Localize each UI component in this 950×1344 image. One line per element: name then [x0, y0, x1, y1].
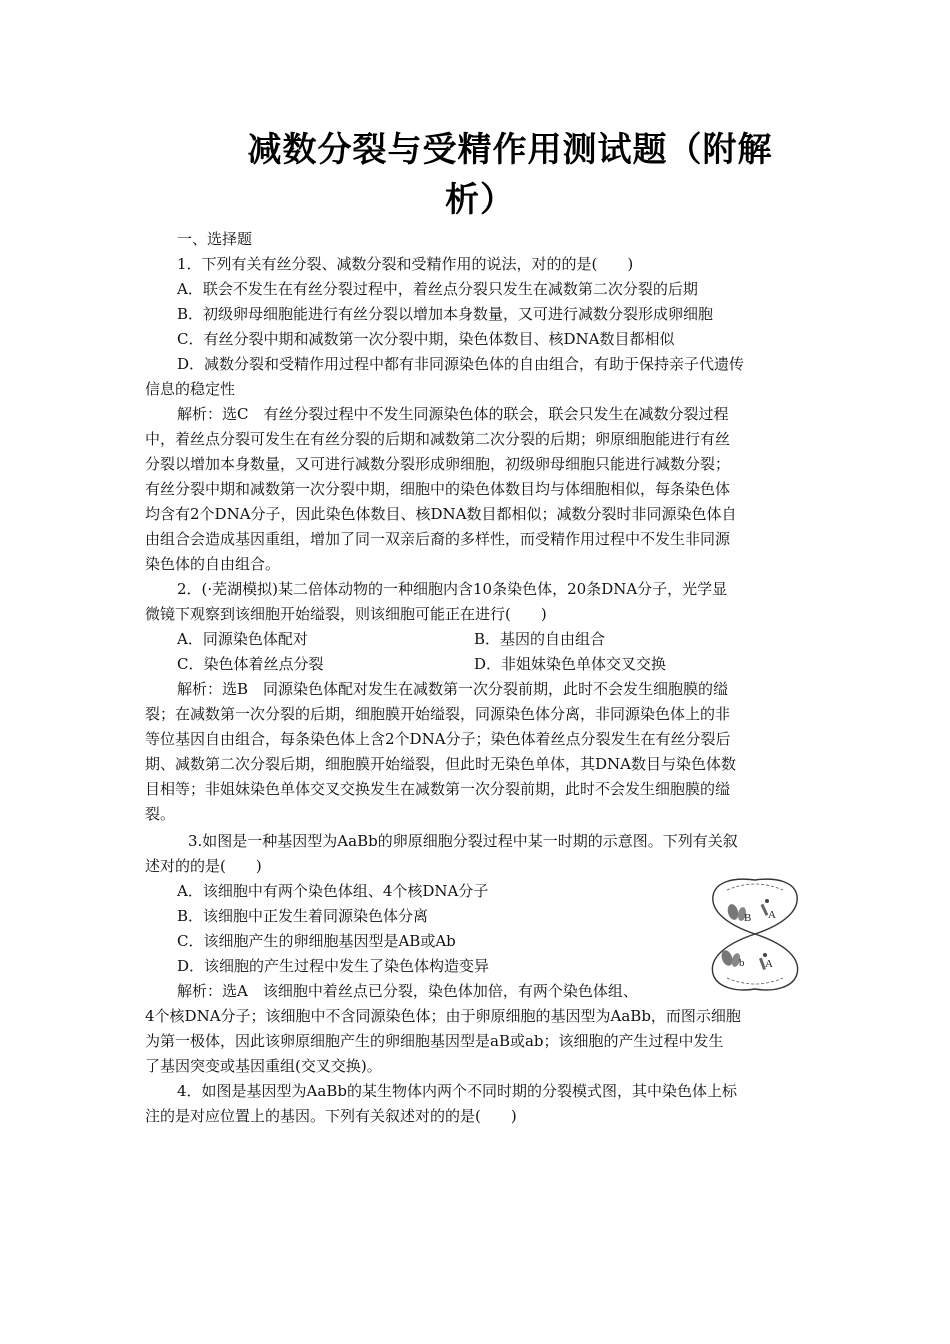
- question-1-option-c: C．有丝分裂中期和减数第一次分裂中期，染色体数目、核DNA数目都相似: [177, 330, 675, 348]
- question-1-option-d-cont: 信息的稳定性: [145, 380, 236, 398]
- question-1-stem: 1．下列有关有丝分裂、减数分裂和受精作用的说法，对的的是( ): [177, 255, 634, 273]
- question-2-analysis: 解析：选B 同源染色体配对发生在减数第一次分裂前期，此时不会发生细胞膜的缢: [177, 680, 729, 698]
- cell-outline: [712, 879, 797, 990]
- question-1-analysis-line: 由组合会造成基因重组，增加了同一双亲后裔的多样性，而受精作用过程中不发生非同源: [145, 530, 731, 548]
- question-4-stem-cont: 注的是对应位置上的基因。下列有关叙述对的的是( ): [145, 1107, 517, 1125]
- question-2-analysis-line: 期、减数第二次分裂后期，细胞膜开始缢裂，但此时无染色单体，其DNA数目与染色体数: [145, 755, 736, 773]
- question-1-option-d: D．减数分裂和受精作用过程中都有非同源染色体的自由组合，有助于保持亲子代遗传: [177, 355, 745, 373]
- spindle-fiber: [727, 884, 783, 890]
- question-2-stem-cont: 微镜下观察到该细胞开始缢裂，则该细胞可能正在进行( ): [145, 605, 547, 623]
- question-3-stem: 3.如图是一种基因型为AaBb的卵原细胞分裂过程中某一时期的示意图。下列有关叙: [188, 832, 738, 850]
- question-1-analysis-line: 有丝分裂中期和减数第一次分裂中期，细胞中的染色体数目均与体细胞相似，每条染色体: [145, 480, 731, 498]
- question-1-option-a: A．联会不发生在有丝分裂过程中，着丝点分裂只发生在减数第二次分裂的后期: [177, 280, 698, 298]
- question-3-analysis-line: 为第一极体，因此该卵原细胞产生的卵细胞基因型是aB或ab；该细胞的产生过程中发生: [145, 1032, 724, 1050]
- question-3-option-d: D．该细胞的产生过程中发生了染色体构造变异: [177, 957, 490, 975]
- question-3-stem-cont: 述对的的是( ): [145, 857, 262, 875]
- question-3-analysis-line: 4个核DNA分子；该细胞中不含同源染色体；由于卵原细胞的基因型为AaBb，而图示细胞: [145, 1007, 741, 1025]
- question-1-option-b: B．初级卵母细胞能进行有丝分裂以增加本身数量，又可进行减数分裂形成卵细胞: [177, 305, 714, 323]
- question-2-option-b: B．基因的自由组合: [474, 630, 606, 648]
- question-3-option-b: B．该细胞中正发生着同源染色体分离: [177, 907, 429, 925]
- question-2-analysis-line: 目相等；非姐妹染色单体交叉交换发生在减数第一次分裂前期，此时不会发生细胞膜的缢: [145, 780, 731, 798]
- question-1-analysis-line: 均含有2个DNA分子，因此染色体数目、核DNA数目都相似；减数分裂时非同源染色体自: [145, 505, 737, 523]
- question-2-analysis-line: 裂。: [145, 805, 176, 823]
- question-3-option-a: A．该细胞中有两个染色体组、4个核DNA分子: [177, 882, 489, 900]
- question-1-analysis-line: 染色体的自由组合。: [145, 555, 281, 573]
- section-heading: 一、选择题: [177, 230, 253, 248]
- gene-label-a-upper: A: [768, 909, 776, 921]
- question-2-stem: 2．(·芜湖模拟)某二倍体动物的一种细胞内含10条染色体，20条DNA分子，光学显: [177, 580, 728, 598]
- question-1-analysis-line: 中，着丝点分裂可发生在有丝分裂的后期和减数第二次分裂的后期；卵原细胞能进行有丝: [145, 430, 731, 448]
- gene-label-b-upper: B: [744, 912, 752, 924]
- spindle-fiber: [727, 978, 783, 984]
- question-2-analysis-line: 等位基因自由组合，每条染色体上含2个DNA分子；染色体着丝点分裂发生在有丝分裂后: [145, 730, 731, 748]
- question-3-option-c: C．该细胞产生的卵细胞基因型是AB或Ab: [177, 932, 456, 950]
- question-2-option-c: C．染色体着丝点分裂: [177, 655, 324, 673]
- gene-label-b-lower: b: [739, 957, 745, 969]
- cell-division-figure: [705, 874, 805, 994]
- question-1-analysis-line: 分裂以增加本身数量，又可进行减数分裂形成卵细胞，初级卵母细胞只能进行减数分裂；: [145, 455, 731, 473]
- question-1-analysis: 解析：选C 有丝分裂过程中不发生同源染色体的联会，联会只发生在减数分裂过程: [177, 405, 729, 423]
- question-3-analysis-line: 了基因突变或基因重组(交叉交换)。: [145, 1057, 382, 1075]
- question-2-option-a: A．同源染色体配对: [177, 630, 308, 648]
- question-3-analysis: 解析：选A 该细胞中着丝点已分裂，染色体加倍，有两个染色体组、: [177, 982, 638, 1000]
- gene-label-a-lower: A: [765, 958, 773, 970]
- question-4-stem: 4．如图是基因型为AaBb的某生物体内两个不同时期的分裂模式图，其中染色体上标: [177, 1082, 737, 1100]
- question-2-option-d: D．非姐妹染色单体交叉交换: [474, 655, 667, 673]
- page-title-continued: 析）: [445, 180, 515, 220]
- question-2-analysis-line: 裂；在减数第一次分裂的后期，细胞膜开始缢裂，同源染色体分离，非同源染色体上的非: [145, 705, 731, 723]
- page-title: 减数分裂与受精作用测试题（附解: [247, 130, 773, 170]
